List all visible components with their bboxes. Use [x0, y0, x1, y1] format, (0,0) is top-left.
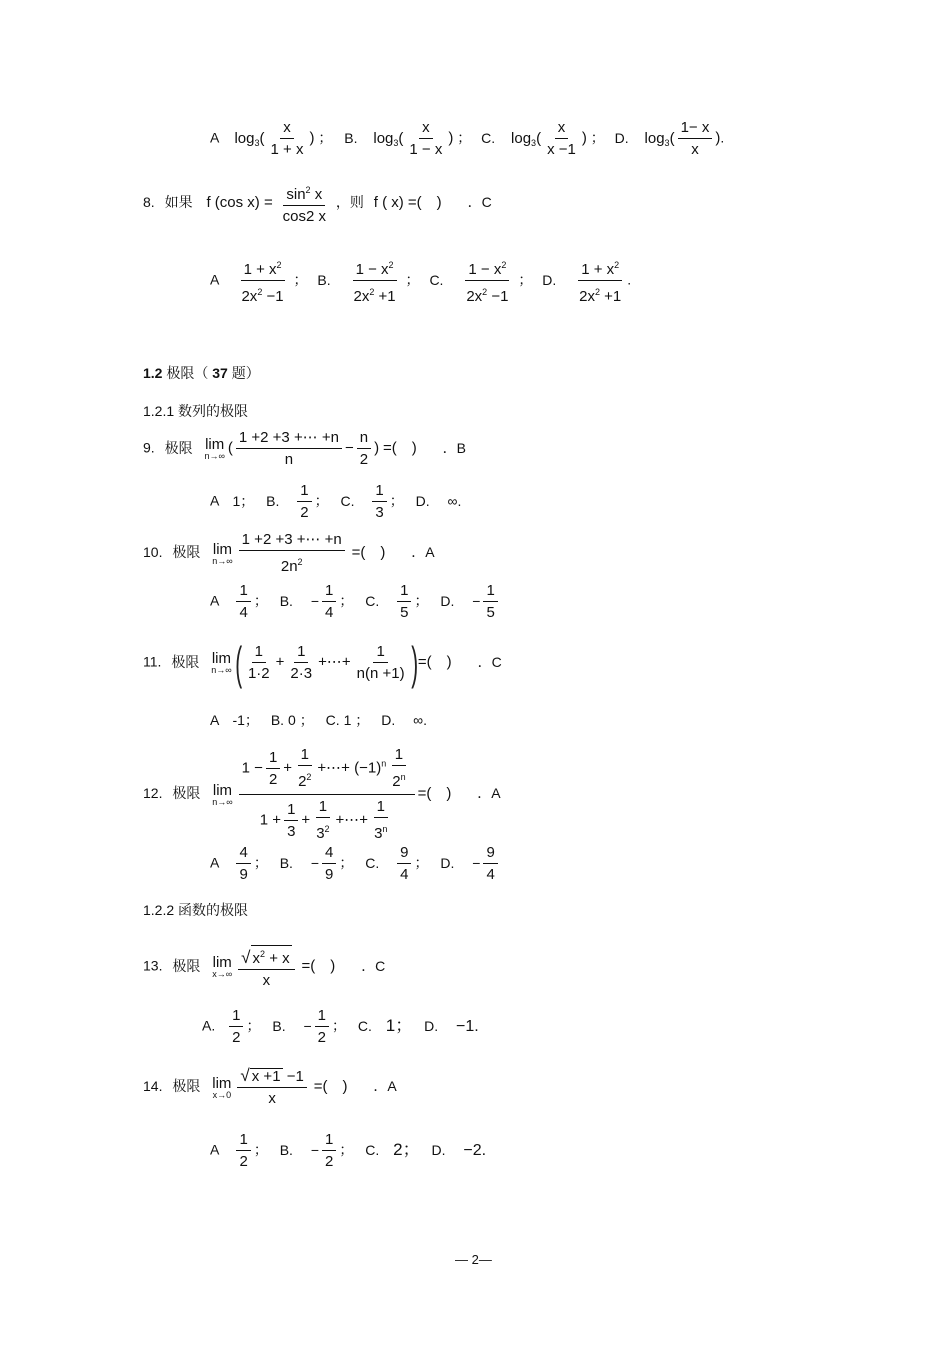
- fraction: $\frac{x}{x -1}$: [547, 119, 576, 158]
- fraction: $\frac{1}{2\cdot 3}$: [290, 643, 313, 682]
- fraction: $\frac{1}{5}$: [397, 583, 411, 621]
- separator: ；: [318, 129, 333, 146]
- question-number: 10.: [143, 544, 163, 561]
- q10-options: A $\frac{1}{4}$ ； B. − $\frac{1}{4}$ ； C. $\frac{1}{5}$ ； D. − $\frac{1}{5}$: [210, 583, 501, 621]
- fraction: $\frac{1 - x^2}{2x^2 -1}$: [463, 257, 511, 305]
- question-13: 13. 极限 lim x→∞ $\frac{√ x^2 + x}{x}$ =( ) ．C: [143, 945, 385, 989]
- answer: ．C: [361, 957, 386, 974]
- fraction: $\frac{9}{4}$: [483, 845, 497, 883]
- log: $\log_3$(: [511, 129, 542, 148]
- question-number: 13.: [143, 957, 163, 974]
- option-label: D.: [614, 129, 629, 146]
- question-11: 11. 极限 lim n→∞ ( $\frac{1}{1\cdot 2}$ + $\frac{1}{2\cdot 3}$ +⋯+ $\frac{1}{n(n +1)}$ )=( ) ．C: [143, 637, 502, 689]
- lhs: f (cos x) =: [206, 194, 273, 212]
- fraction: $\frac{1}{2}$: [297, 483, 311, 521]
- fraction: $\frac{1 + x^2}{2x^2 -1}$: [238, 257, 286, 305]
- fraction: $\frac{1 +2 +3 +\cdots +n}{2n^2}$: [239, 532, 345, 575]
- page-number: — 2—: [455, 1252, 492, 1267]
- answer: ．A: [373, 1078, 397, 1095]
- limit: lim n→∞: [212, 540, 233, 566]
- fraction: $\frac{1 - x^2}{2x^2 +1}$: [351, 257, 399, 305]
- fraction: $\frac{1 + x^2}{2x^2 +1}$: [576, 257, 624, 305]
- fraction: $\frac{1}{5}$: [483, 583, 497, 621]
- separator: ；: [457, 129, 472, 146]
- question-number: 14.: [143, 1078, 163, 1095]
- q7-options: A $\log_3$( $\frac{x}{1 + x}$ ) ； B. $\log_3$( $\frac{x}{1 - x}$ ) ； C. $\log_3$( $\frac{x}{x -1}$ ) ； D. $\log_3$( $\frac{1- x}{x}$ ).: [210, 119, 725, 158]
- fraction: $\frac{√ x +1 -1}{x}$: [237, 1068, 306, 1107]
- fraction: $\frac{1- x}{x}$: [678, 120, 713, 158]
- fraction: $\frac{4}{9}$: [236, 845, 250, 883]
- answer: ．A: [411, 544, 435, 561]
- limit: lim n→∞: [204, 436, 225, 461]
- option-label: B.: [317, 271, 331, 288]
- subsection-heading: 1.2.1 数列的极限: [143, 403, 249, 419]
- question-number: 8.: [143, 194, 155, 211]
- option-label: B.: [344, 129, 358, 146]
- limit: lim n→∞: [211, 650, 232, 675]
- question-12: 12. 极限 lim n→∞ 1 − $\frac{1}{2}$ + $\frac{1}{2^2}$ +⋯+ $(-1)^n$ $\frac{1}{2^n}$ 1 + $\frac{1}{3}$ + $\frac{1}{3^2}$ +⋯+ $\frac{1}{3^n}$ =( ) ．A: [143, 746, 501, 842]
- fraction: $\frac{n}{2}$: [357, 430, 371, 468]
- fraction: $\frac{1}{2}$: [315, 1008, 329, 1046]
- limit: lim n→∞: [212, 781, 233, 807]
- fraction: $\frac{4}{9}$: [322, 845, 336, 883]
- fraction: $\frac{1 +2 +3 +\cdots +n}{n}$: [236, 430, 342, 468]
- sqrt-icon: √: [241, 948, 251, 967]
- option-label: A: [210, 129, 219, 146]
- q8-options: A $\frac{1 + x^2}{2x^2 -1}$ ； B. $\frac{1 - x^2}{2x^2 +1}$ ； C. $\frac{1 - x^2}{2x^2 -1}$ ； D. $\frac{1 + x^2}{2x^2 +1}$ .: [210, 257, 631, 305]
- log: $\log_3$(: [234, 129, 265, 148]
- answer: ．A: [477, 785, 501, 802]
- option-label: D.: [542, 271, 557, 288]
- option-label: C.: [429, 271, 444, 288]
- fraction: $\frac{x}{1 + x}$: [270, 119, 304, 158]
- limit: lim x→0: [212, 1074, 232, 1100]
- fraction: $\frac{x}{1 - x}$: [409, 119, 443, 158]
- rhs: f ( x) =( ): [373, 194, 442, 212]
- fraction: $\frac{1}{2}$: [229, 1008, 243, 1046]
- sqrt-icon: √: [240, 1066, 250, 1085]
- section-heading: 1.2 极限（ 37 题）: [143, 365, 260, 381]
- option-label: A: [210, 271, 219, 288]
- answer: ．C: [477, 653, 502, 670]
- q12-options: A $\frac{4}{9}$ ； B. − $\frac{4}{9}$ ； C. $\frac{9}{4}$ ； D. − $\frac{9}{4}$: [210, 845, 501, 883]
- question-10: 10. 极限 lim n→∞ $\frac{1 +2 +3 +\cdots +n}{2n^2}$ =( ) ．A: [143, 531, 435, 575]
- question-14: 14. 极限 lim x→0 $\frac{√ x +1 -1}{x}$ =( ) ．A: [143, 1066, 397, 1107]
- fraction: $\frac{1}{n(n +1)}$: [356, 643, 405, 682]
- option-label: C.: [481, 129, 496, 146]
- question-9: 9. 极限 lim n→∞ ( $\frac{1 +2 +3 +\cdots +n}{n}$ − $\frac{n}{2}$ ) =( ) ．B: [143, 429, 466, 468]
- question-8: [143, 182, 492, 225]
- q9-options: A 1； B. $\frac{1}{2}$ ； C. $\frac{1}{3}$ ； D. ∞.: [210, 482, 462, 521]
- answer: ．C: [467, 194, 492, 211]
- separator: ；: [590, 129, 605, 146]
- question-number: 9.: [143, 439, 155, 456]
- question-text: ，则: [335, 194, 364, 211]
- q14-options: A $\frac{1}{2}$ ； B. − $\frac{1}{2}$ ； C. 2； D. −2.: [210, 1131, 487, 1170]
- log: $\log_3$(: [373, 129, 404, 148]
- fraction: $\frac{1}{3}$: [372, 483, 386, 521]
- q11-options: A -1； B. 0 ； C. 1 ； D. ∞.: [210, 712, 427, 728]
- limit: lim x→∞: [212, 954, 233, 979]
- compound-fraction: 1 − $\frac{1}{2}$ + $\frac{1}{2^2}$ +⋯+ $(-1)^n$ $\frac{1}{2^n}$ 1 + $\frac{1}{3}$ + $\frac{1}{3^2}$ +⋯+ $\frac{1}{3^n}$: [239, 747, 415, 842]
- fraction: $\frac{1}{2}$: [322, 1132, 336, 1170]
- question-number: 12.: [143, 785, 163, 802]
- subsection-heading: 1.2.2 函数的极限: [143, 902, 249, 918]
- fraction: $\frac{1}{2}$: [236, 1132, 250, 1170]
- fraction: $\frac{1}{4}$: [236, 583, 250, 621]
- answer: ．B: [442, 439, 466, 456]
- log: $\log_3$(: [644, 129, 675, 148]
- q13-options: A. $\frac{1}{2}$ ； B. − $\frac{1}{2}$ ； C. 1； D. −1.: [202, 1007, 479, 1046]
- fraction: $\frac{9}{4}$: [397, 845, 411, 883]
- question-number: 11.: [143, 653, 162, 670]
- question-text: 如果: [164, 194, 193, 211]
- fraction: $\frac{1}{4}$: [322, 583, 336, 621]
- fraction: $\frac{√ x^2 + x}{x}$: [238, 945, 294, 989]
- fraction: $\frac{1}{1\cdot 2}$: [247, 643, 270, 682]
- fraction: $\frac{\sin^2 x}{\cos 2 x}$: [280, 182, 329, 225]
